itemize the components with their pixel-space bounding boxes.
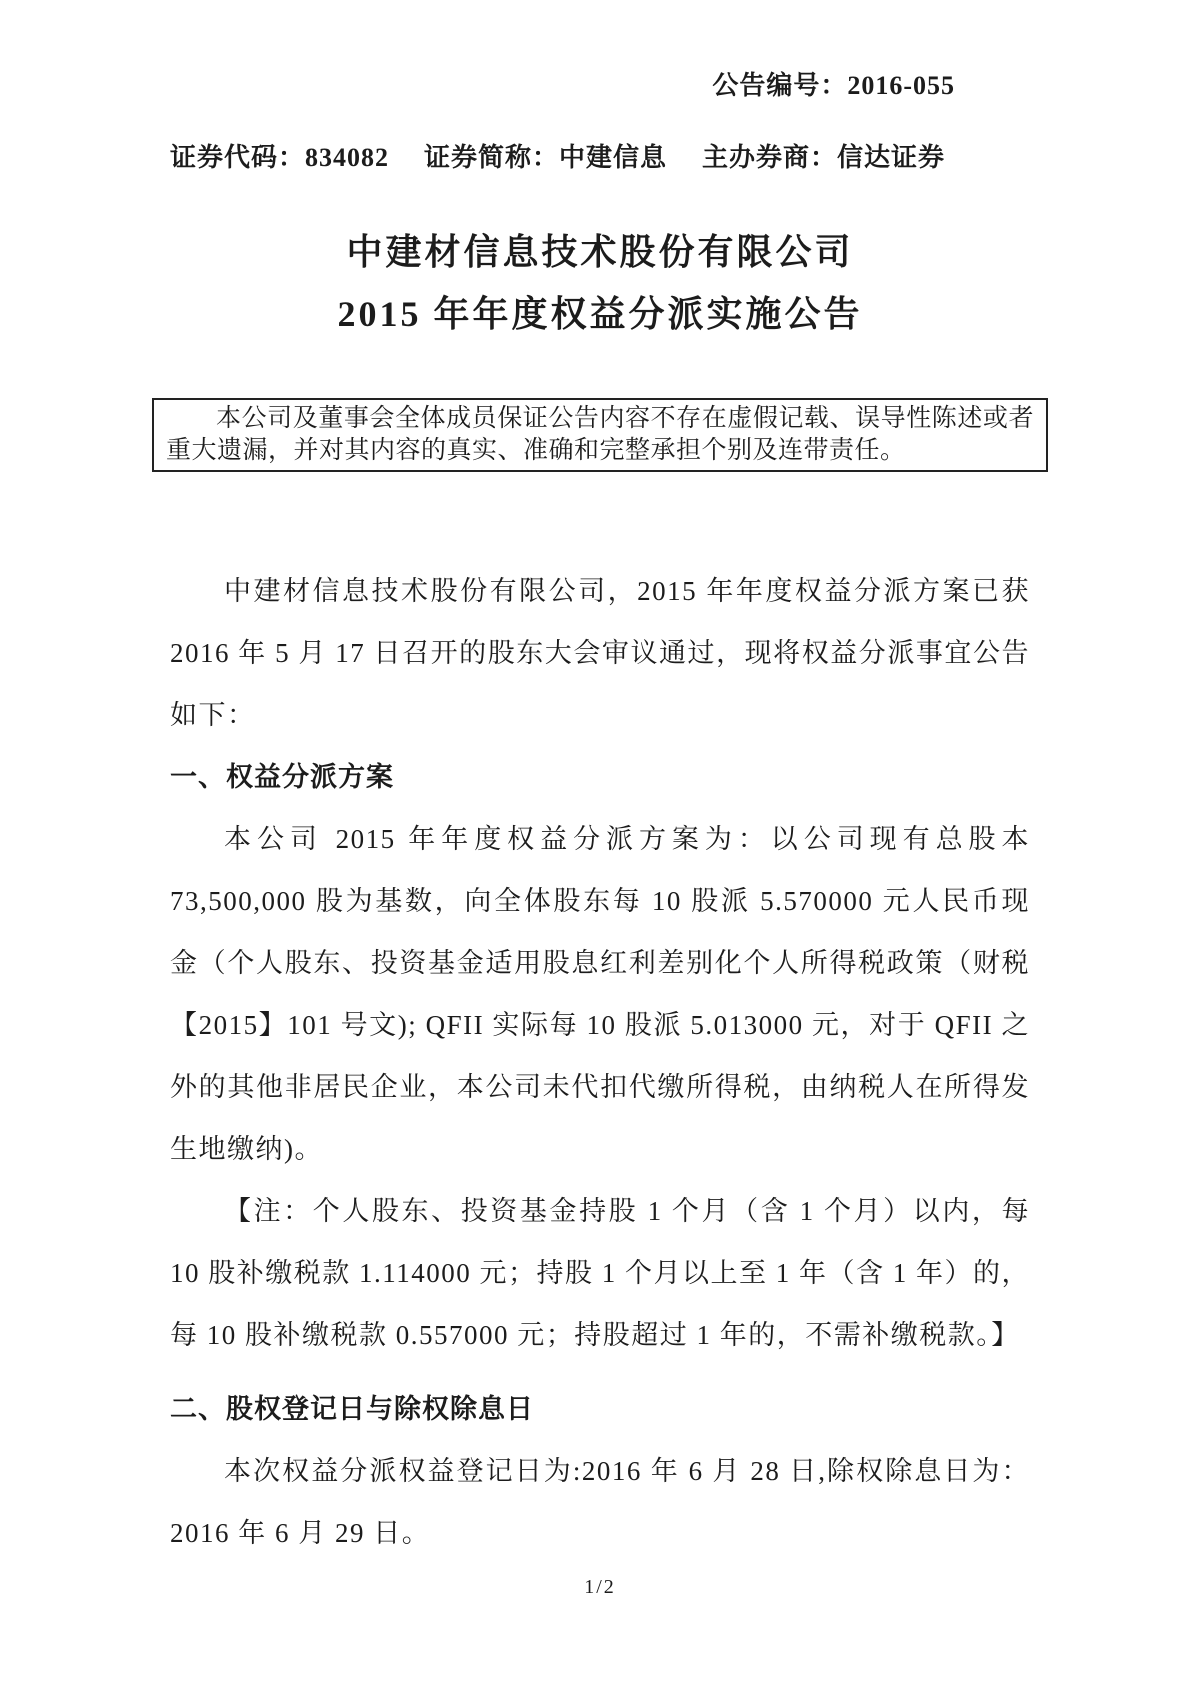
document-title-line1: 中建材信息技术股份有限公司 — [346, 232, 854, 272]
section-2-heading: 二、股权登记日与除权除息日 — [170, 1394, 534, 1424]
stock-code: 证券代码：834082 — [170, 143, 390, 172]
disclaimer-box — [152, 398, 1048, 472]
stock-short-name: 证券简称：中建信息 — [423, 143, 667, 172]
section-1-heading: 一、权益分派方案 — [170, 762, 394, 792]
section-1-paragraph-1: 本公司 2015 年年度权益分派方案为：以公司现有总股本 73,500,000 股为基数，向全体股东每 10 股派 5.570000 元人民币现金（个人股东、投资基金适用股息红利差别化个人所得税政策（财税【2015】101 号文); QFII 实际每 10 股派 5.013000 元，对于 QFII 之外的其他非居民企业，本公司未代扣代缴所得税，由纳税人在所得发生地缴纳)。 — [170, 824, 1030, 1164]
announcement-number: 公告编号：2016-055 — [712, 71, 955, 100]
document-title-line2: 2015 年年度权益分派实施公告 — [337, 294, 863, 334]
section-1-paragraph-2-note: 【注：个人股东、投资基金持股 1 个月（含 1 个月）以内，每 10 股补缴税款 1.114000 元；持股 1 个月以上至 1 年（含 1 年）的，每 10 股补缴税款 0.557000 元；持股超过 1 年的，不需补缴税款。】 — [170, 1196, 1030, 1350]
section-2-paragraph-1: 本次权益分派权益登记日为:2016 年 6 月 28 日,除权除息日为：2016 年 6 月 29 日。 — [170, 1456, 1030, 1548]
securities-info-row — [170, 142, 1030, 174]
disclaimer-text: 本公司及董事会全体成员保证公告内容不存在虚假记载、误导性陈述或者重大遗漏，并对其内容的真实、准确和完整承担个别及连带责任。 — [166, 405, 1034, 464]
page-number: 1/2 — [584, 1576, 616, 1598]
sponsor-broker: 主办券商：信达证券 — [701, 143, 945, 172]
intro-paragraph: 中建材信息技术股份有限公司，2015 年年度权益分派方案已获 2016 年 5 月 17 日召开的股东大会审议通过，现将权益分派事宜公告如下： — [170, 576, 1030, 730]
